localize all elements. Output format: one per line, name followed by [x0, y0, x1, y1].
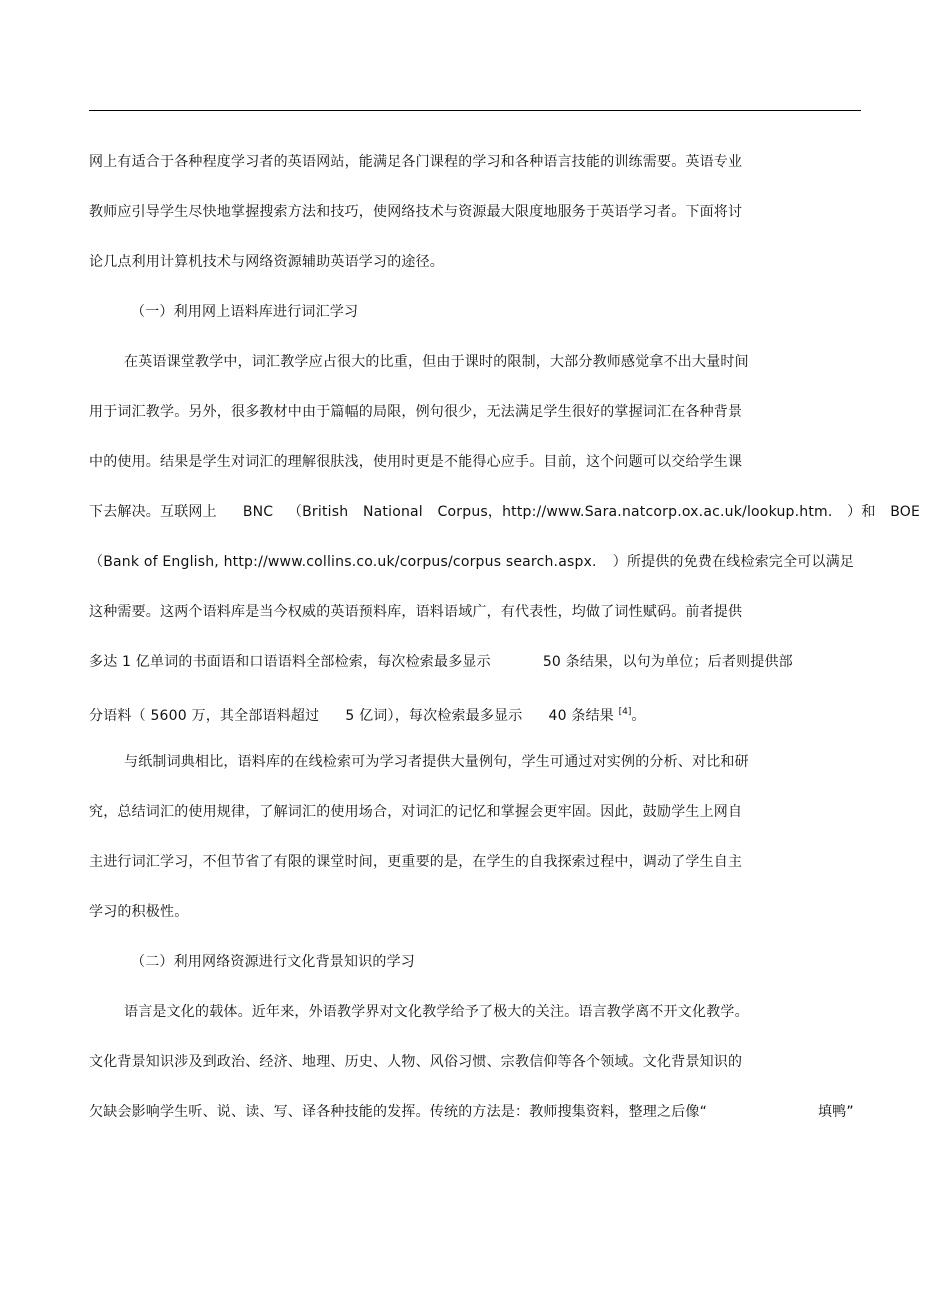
text-segment: 40 条结果 [548, 708, 614, 724]
text-segment: 多达 1 亿单词的书面语和口语语料全部检索，每次检索最多显示 [89, 654, 491, 670]
paragraph-line: 教师应引导学生尽快地掌握搜索方法和技巧，使网络技术与资源最大限度地服务于英语学习者。下面将讨 [89, 204, 743, 220]
section-heading-1: （一）利用网上语料库进行词汇学习 [131, 304, 359, 320]
paragraph-line: 欠缺会影响学生听、说、读、写、译各种技能的发挥。传统的方法是：教师搜集资料，整理之后像“ [89, 1104, 708, 1120]
paragraph-line: 在英语课堂教学中，词汇教学应占很大的比重，但由于课时的限制，大部分教师感觉拿不出大量时间 [124, 354, 749, 370]
paragraph-line: 语言是文化的载体。近年来，外语教学界对文化教学给予了极大的关注。语言教学离不开文化教学。 [124, 1004, 749, 1020]
corpus-link-text: BNC （British National Corpus，http://www.Sara.natcorp.ox.ac.uk/lookup.htm. ）和 BOE [242, 504, 921, 520]
section-heading-2: （二）利用网络资源进行文化背景知识的学习 [131, 954, 415, 970]
paragraph-line [89, 702, 646, 726]
text-segment: 5 亿词），每次检索最多显示 [345, 708, 523, 724]
corpus-link-text: （Bank of English, http://www.collins.co.uk/corpus/corpus search.aspx. [89, 554, 597, 570]
citation-superscript: [4] [618, 707, 632, 717]
paragraph-line: 学习的积极性。 [89, 904, 189, 920]
paragraph-line: 这种需要。这两个语料库是当今权威的英语预料库，语料语域广，有代表性，均做了词性赋码。前者提供 [89, 604, 743, 620]
paragraph-line: 文化背景知识涉及到政治、经济、地理、历史、人物、风俗习惯、宗教信仰等各个领域。文化背景知识的 [89, 1054, 743, 1070]
paragraph-line: 中的使用。结果是学生对词汇的理解很肤浅，使用时更是不能得心应手。目前，这个问题可以交给学生课 [89, 454, 743, 470]
text-segment: 分语料（ 5600 万，其全部语料超过 [89, 708, 320, 724]
paragraph-line [89, 552, 854, 572]
paragraph-line [89, 502, 920, 522]
header-rule [89, 110, 861, 111]
paragraph-line [89, 652, 793, 672]
text-segment: 。 [631, 708, 646, 724]
text-segment: 50 条结果，以句为单位；后者则提供部 [542, 654, 793, 670]
text-segment: 下去解决。互联网上 [89, 504, 217, 520]
paragraph-line: 究，总结词汇的使用规律，了解词汇的使用场合，对词汇的记忆和掌握会更牢固。因此，鼓励学生上网自 [89, 804, 743, 820]
paragraph-line-end: 填鸭” [818, 1104, 854, 1120]
text-segment: ）所提供的免费在线检索完全可以满足 [612, 554, 855, 570]
paragraph-line: 网上有适合于各种程度学习者的英语网站，能满足各门课程的学习和各种语言技能的训练需要。英语专业 [89, 154, 743, 170]
paragraph-line: 论几点利用计算机技术与网络资源辅助英语学习的途径。 [89, 254, 444, 270]
paragraph-line: 与纸制词典相比，语料库的在线检索可为学习者提供大量例句，学生可通过对实例的分析、对比和研 [124, 754, 749, 770]
paragraph-line: 用于词汇教学。另外，很多教材中由于篇幅的局限，例句很少，无法满足学生很好的掌握词汇在各种背景 [89, 404, 743, 420]
paragraph-line: 主进行词汇学习，不但节省了有限的课堂时间，更重要的是，在学生的自我探索过程中，调动了学生自主 [89, 854, 743, 870]
